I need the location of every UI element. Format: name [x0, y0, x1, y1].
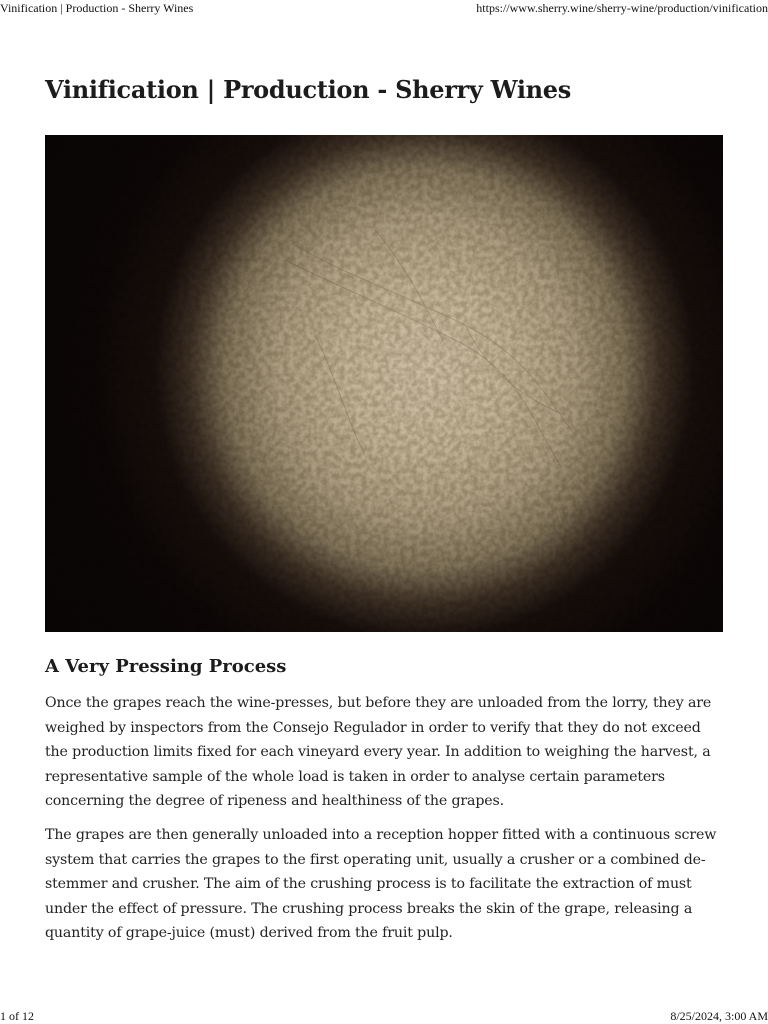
print-timestamp: 8/25/2024, 3:00 AM — [670, 1009, 768, 1023]
article — [45, 74, 723, 946]
page-number: 1 of 12 — [0, 1009, 34, 1023]
print-footer — [0, 1008, 768, 1024]
print-header — [0, 0, 768, 18]
print-header-title: Vinification | Production - Sherry Wines — [0, 1, 194, 15]
page-title: Vinification | Production - Sherry Wines — [45, 75, 571, 104]
paragraph-crushing: The grapes are then generally unloaded into a reception hopper fitted with a continuous screw system that carries the grapes to the first operating unit, usually a crusher or a combined de-stemmer and crusher. The aim of the crushing process is to facilitate the extraction of must under the effect of pressure. The crushing process breaks the skin of the grape, releasing a quantity of grape-juice (must) derived from the fruit pulp. — [45, 826, 717, 942]
print-header-url[interactable]: https://www.sherry.wine/sherry-wine/production/vinification — [476, 1, 768, 15]
section-heading: A Very Pressing Process — [45, 656, 287, 677]
hero-image-texture — [45, 135, 723, 632]
hero-image — [45, 135, 723, 632]
paragraph-weighing: Once the grapes reach the wine-presses, but before they are unloaded from the lorry, they are weighed by inspectors from the Consejo Regulador in order to verify that they do not exceed the production limits fixed for each vineyard every year. In addition to weighing the harvest, a representative sample of the whole load is taken in order to analyse certain parameters concerning the degree of ripeness and healthiness of the grapes. — [45, 695, 712, 810]
